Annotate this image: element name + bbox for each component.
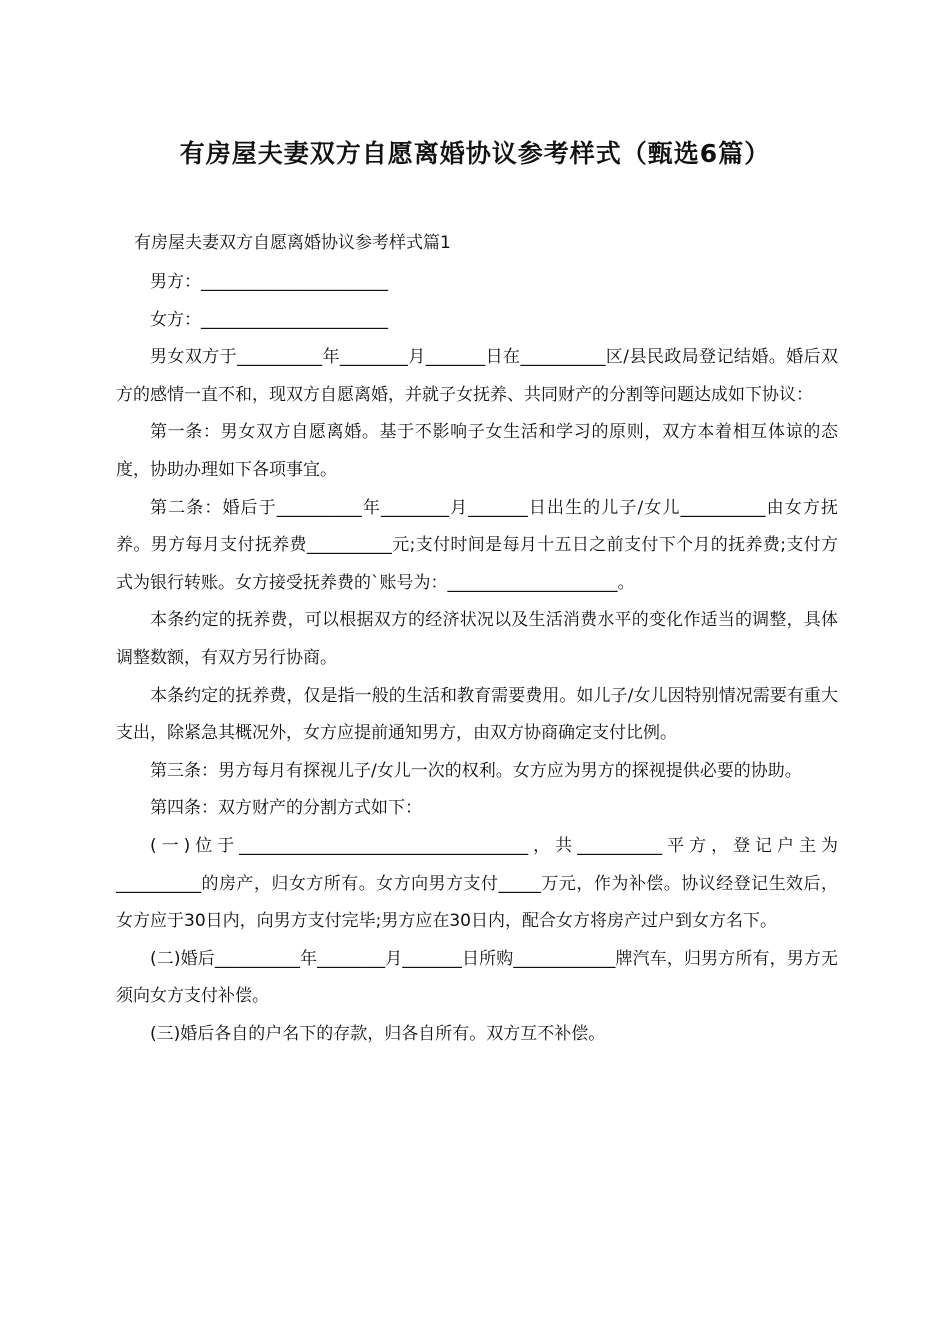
property-deposit-paragraph: (三)婚后各自的户名下的存款，归各自所有。双方互不补偿。 xyxy=(150,1023,606,1044)
support-adjustment-paragraph: 本条约定的抚养费，可以根据双方的经济状况以及生活消费水平的变化作适当的调整，具体调整数额，有双方另行协商。 xyxy=(116,610,838,668)
document-title: 有房屋夫妻双方自愿离婚协议参考样式（甄选6篇） xyxy=(179,139,771,168)
property-car-paragraph: (二)婚后__________年________月_______日所购____________牌汽车，归男方所有，男方无须向女方支付补偿。 xyxy=(116,948,838,1007)
male-party-line: 男方：______________________ xyxy=(150,272,388,292)
article-2-paragraph: 第二条：婚后于__________年________月_______日出生的儿子/女儿__________由女方抚养。男方每月支付抚养费__________元;支付时间是每月十五日之前支付下个月的抚养费;支付方式为银行转账。女方接受抚养费的`账号为：____________________。 xyxy=(116,497,838,593)
property-house-paragraph: (一)位于__________________________________，共__________平方，登记户主为__________的房产，归女方所有。女方向男方支付_____万元，作为补偿。协议经登记生效后，女方应于30日内，向男方支付完毕;男方应在30日内，配合女方将房产过户到女方名下。 xyxy=(116,835,838,932)
support-scope-paragraph: 本条约定的抚养费，仅是指一般的生活和教育需要费用。如儿子/女儿因特别情况需要有重大支出，除紧急其概况外，女方应提前通知男方，由双方协商确定支付比例。 xyxy=(116,685,838,744)
section-heading: 有房屋夫妻双方自愿离婚协议参考样式篇1 xyxy=(134,233,451,253)
article-4-paragraph: 第四条：双方财产的分割方式如下： xyxy=(150,798,422,819)
article-1-paragraph: 第一条：男女双方自愿离婚。基于不影响子女生活和学习的原则，双方本着相互体谅的态度，协助办理如下各项事宜。 xyxy=(116,422,838,480)
female-party-line: 女方：______________________ xyxy=(150,309,388,330)
marriage-registration-paragraph: 男女双方于__________年________月_______日在__________区/县民政局登记结婚。婚后双方的感情一直不和，现双方自愿离婚，并就子女抚养、共同财产的分割等问题达成如下协议： xyxy=(116,347,838,405)
article-3-paragraph: 第三条：男方每月有探视儿子/女儿一次的权利。女方应为男方的探视提供必要的协助。 xyxy=(150,760,802,781)
document-body xyxy=(116,264,838,1053)
